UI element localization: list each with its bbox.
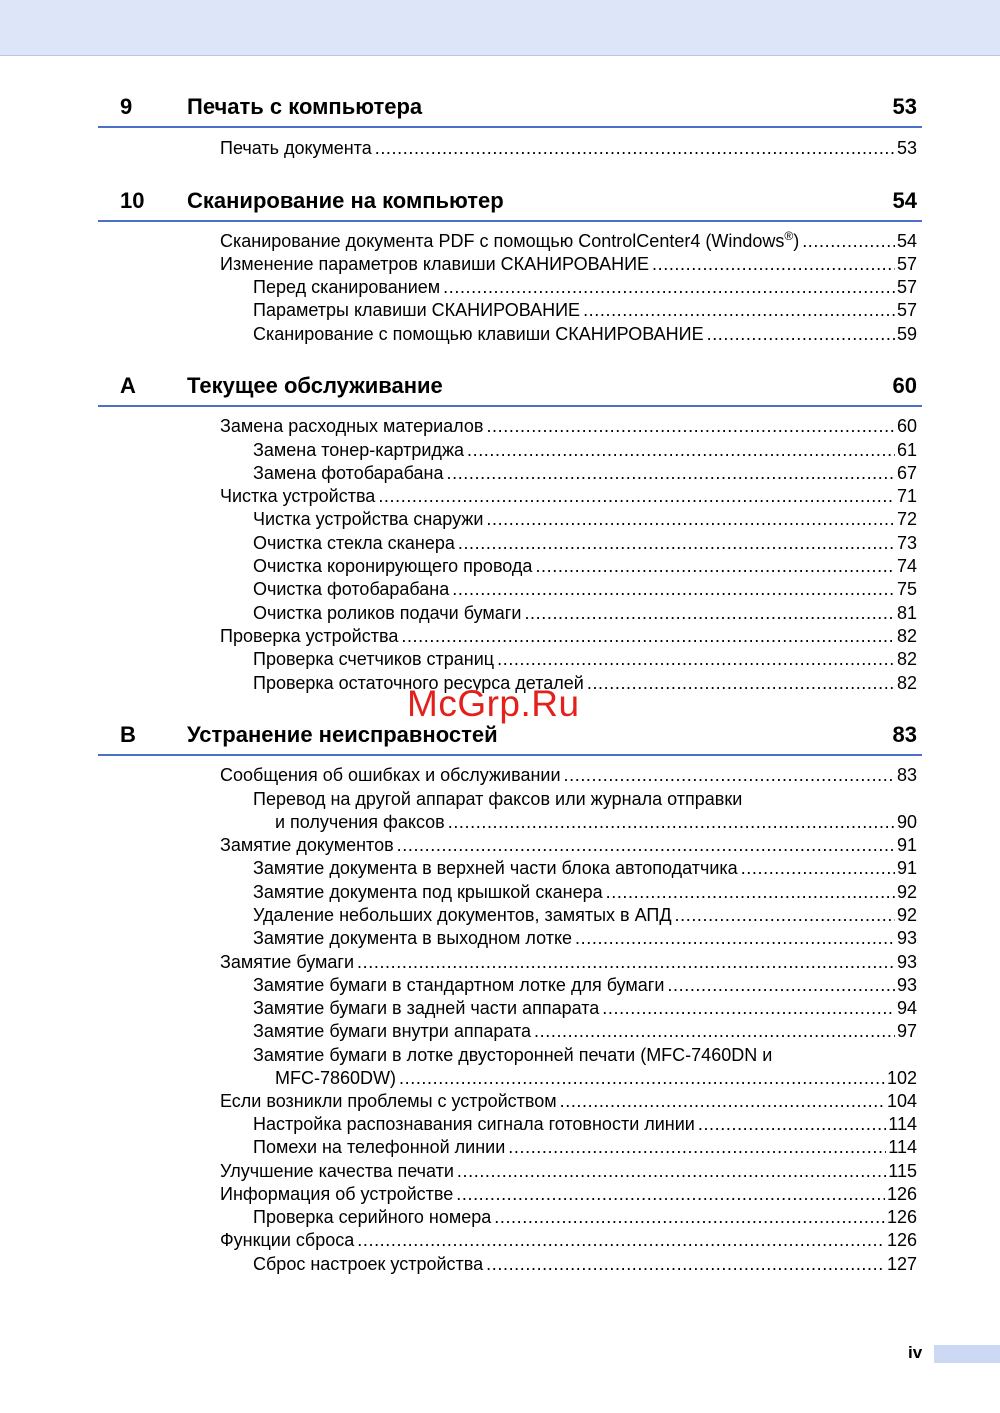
dot-leader <box>452 578 895 601</box>
toc-entry[interactable] <box>220 764 917 787</box>
entry-title: Проверка серийного номера <box>253 1207 492 1227</box>
entry-title: Чистка устройства снаружи <box>253 509 484 529</box>
dot-leader <box>486 508 895 531</box>
toc-entry[interactable] <box>220 834 917 857</box>
dot-leader <box>486 415 895 438</box>
chapter-title: Текущее обслуживание <box>187 373 443 398</box>
dot-leader <box>443 276 895 299</box>
dot-leader <box>802 230 895 253</box>
dot-leader <box>375 137 895 160</box>
toc-subentry[interactable] <box>253 555 917 578</box>
toc-subentry[interactable] <box>253 974 917 997</box>
entry-title: Замятие бумаги внутри аппарата <box>253 1021 532 1041</box>
chapter-page: 54 <box>892 188 917 213</box>
toc-subentry[interactable] <box>253 997 917 1020</box>
watermark-text: McGrp.Ru <box>407 683 580 724</box>
toc-subentry[interactable] <box>253 1136 917 1159</box>
chapter-title: Устранение неисправностей <box>187 722 498 747</box>
entry-title-text: Сканирование документа PDF с помощью ControlCenter4 (Windows <box>220 231 785 251</box>
entry-title: Замятие бумаги <box>220 952 355 972</box>
dot-leader <box>467 439 895 462</box>
entry-title: Функции сброса <box>220 1230 355 1250</box>
entry-page: 67 <box>896 463 917 483</box>
entry-title: Проверка устройства <box>220 626 399 646</box>
entry-page: 126 <box>886 1184 917 1204</box>
chapter-page: 53 <box>892 94 917 119</box>
dot-leader <box>560 1090 885 1113</box>
chapter-number: B <box>120 722 136 747</box>
toc-subentry[interactable] <box>253 1113 917 1136</box>
entry-title: Замятие бумаги в задней части аппарата <box>253 998 600 1018</box>
toc-subentry[interactable] <box>253 881 917 904</box>
entry-page: 114 <box>888 1114 917 1134</box>
chapter-title: Сканирование на компьютер <box>187 188 504 213</box>
entry-page: 92 <box>896 882 917 902</box>
toc-subentry[interactable] <box>253 1020 917 1043</box>
toc-entry[interactable] <box>220 137 917 160</box>
toc-subentry[interactable] <box>253 276 917 299</box>
toc-subentry[interactable] <box>253 857 917 880</box>
dot-leader <box>378 485 895 508</box>
entry-page: 82 <box>896 626 917 646</box>
dot-leader <box>534 1020 895 1043</box>
chapter-heading[interactable] <box>98 86 922 128</box>
toc-entry[interactable] <box>220 1183 917 1206</box>
entry-page: 93 <box>896 952 917 972</box>
chapter-heading[interactable] <box>98 365 922 407</box>
entry-title: Замятие бумаги в стандартном лотке для бумаги <box>253 975 665 995</box>
entry-page: 126 <box>886 1207 917 1227</box>
entry-page: 102 <box>886 1068 917 1088</box>
dot-leader <box>494 1206 885 1229</box>
dot-leader <box>357 951 895 974</box>
entry-title: и получения факсов <box>275 812 445 832</box>
entry-title: MFC-7860DW) <box>275 1068 397 1088</box>
entry-page: 71 <box>896 486 917 506</box>
dot-leader <box>606 881 895 904</box>
toc-entry[interactable] <box>220 1229 917 1252</box>
entry-title: Если возникли проблемы с устройством <box>220 1091 557 1111</box>
entry-title: Замена расходных материалов <box>220 416 484 436</box>
entry-title: Чистка устройства <box>220 486 376 506</box>
entry-page: 57 <box>896 300 917 320</box>
entry-page: 127 <box>886 1254 917 1274</box>
entry-title: Проверка остаточного ресурса деталей <box>253 673 584 693</box>
toc-subentry[interactable] <box>253 578 917 601</box>
entry-title: Помехи на телефонной линии <box>253 1137 506 1157</box>
entry-page: 54 <box>896 231 917 251</box>
entry-page: 93 <box>896 928 917 948</box>
entry-title: Проверка счетчиков страниц <box>253 649 495 669</box>
dot-leader <box>583 299 895 322</box>
entry-page: 92 <box>896 905 917 925</box>
toc-subentry[interactable] <box>253 462 917 485</box>
toc-entry[interactable] <box>220 1090 917 1113</box>
registered-mark: ® <box>784 229 794 243</box>
entry-title: Очистка коронирующего провода <box>253 556 533 576</box>
dot-leader <box>457 1160 886 1183</box>
page-number: iv <box>908 1343 923 1362</box>
entry-page: 97 <box>896 1021 917 1041</box>
dot-leader <box>698 1113 886 1136</box>
entry-title: Печать документа <box>220 138 372 158</box>
dot-leader <box>575 927 895 950</box>
entry-title: Замятие документов <box>220 835 394 855</box>
entry-page: 114 <box>888 1137 917 1157</box>
entry-title: Очистка фотобарабана <box>253 579 450 599</box>
toc-subentry[interactable] <box>253 439 917 462</box>
entry-title: Сканирование с помощью клавиши СКАНИРОВАНИЕ <box>253 324 704 344</box>
toc-subentry[interactable] <box>253 532 917 555</box>
entry-title: Замятие документа в выходном лотке <box>253 928 573 948</box>
toc-entry[interactable] <box>220 951 917 974</box>
entry-title: Изменение параметров клавиши СКАНИРОВАНИЕ <box>220 254 650 274</box>
chapter-number: 10 <box>120 188 145 213</box>
toc-entry[interactable] <box>220 1160 917 1183</box>
dot-leader <box>675 904 895 927</box>
entry-title: Очистка стекла сканера <box>253 533 455 553</box>
toc-subentry-first-line[interactable]: Перевод на другой аппарат факсов или журнала отправки <box>253 789 743 809</box>
dot-leader <box>524 602 895 625</box>
dot-leader <box>741 857 895 880</box>
dot-leader <box>667 974 895 997</box>
entry-title <box>220 230 799 253</box>
entry-page: 60 <box>896 416 917 436</box>
entry-title: Настройка распознавания сигнала готовности линии <box>253 1114 695 1134</box>
entry-page: 94 <box>896 998 917 1018</box>
toc-entry[interactable] <box>220 625 917 648</box>
dot-leader <box>497 648 895 671</box>
entry-title: Замятие документа под крышкой сканера <box>253 882 603 902</box>
dot-leader <box>707 323 895 346</box>
toc-subentry-first-line[interactable]: Замятие бумаги в лотке двусторонней печати (MFC-7460DN и <box>253 1045 773 1065</box>
entry-page: 90 <box>896 812 917 832</box>
chapter-page: 83 <box>892 722 917 747</box>
chapter-number: 9 <box>120 94 133 119</box>
entry-title: Сообщения об ошибках и обслуживании <box>220 765 561 785</box>
entry-title: Улучшение качества печати <box>220 1161 454 1181</box>
entry-page: 57 <box>896 254 917 274</box>
toc-subentry[interactable] <box>253 602 917 625</box>
entry-page: 61 <box>896 440 917 460</box>
toc-subentry[interactable] <box>253 648 917 671</box>
toc-subentry-continuation[interactable] <box>275 1067 917 1090</box>
toc-entry[interactable] <box>220 230 917 253</box>
dot-leader <box>447 462 895 485</box>
entry-page: 82 <box>896 673 917 693</box>
entry-page: 91 <box>896 858 917 878</box>
entry-page: 115 <box>888 1161 917 1181</box>
dot-leader <box>458 532 895 555</box>
dot-leader <box>587 672 895 695</box>
entry-title: Параметры клавиши СКАНИРОВАНИЕ <box>253 300 581 320</box>
entry-page: 57 <box>896 277 917 297</box>
toc-subentry[interactable] <box>253 1206 917 1229</box>
entry-title: Информация об устройстве <box>220 1184 454 1204</box>
entry-page: 91 <box>896 835 917 855</box>
toc-subentry[interactable] <box>253 672 917 695</box>
entry-page: 93 <box>896 975 917 995</box>
chapter-page: 60 <box>892 373 917 398</box>
chapter-number: A <box>120 373 136 398</box>
entry-page: 83 <box>896 765 917 785</box>
toc-subentry[interactable] <box>253 508 917 531</box>
entry-page: 72 <box>896 509 917 529</box>
entry-page: 75 <box>896 579 917 599</box>
entry-title: Очистка роликов подачи бумаги <box>253 603 522 623</box>
toc-subentry[interactable] <box>253 299 917 322</box>
entry-title: Замятие документа в верхней части блока автоподатчика <box>253 858 738 878</box>
dot-leader <box>564 764 895 787</box>
entry-title-tail: ) <box>793 231 800 251</box>
entry-page: 104 <box>886 1091 917 1111</box>
entry-title: Удаление небольших документов, замятых в АПД <box>253 905 672 925</box>
entry-page: 126 <box>886 1230 917 1250</box>
footer-tab <box>934 1345 1000 1363</box>
toc-subentry[interactable] <box>253 927 917 950</box>
header-band <box>0 0 1000 56</box>
toc-entry[interactable] <box>220 253 917 276</box>
dot-leader <box>535 555 895 578</box>
chapter-heading[interactable] <box>98 180 922 222</box>
chapter-title: Печать с компьютера <box>187 94 423 119</box>
dot-leader <box>508 1136 886 1159</box>
dot-leader <box>448 811 895 834</box>
dot-leader <box>397 834 895 857</box>
toc-subentry[interactable] <box>253 904 917 927</box>
entry-title: Сброс настроек устройства <box>253 1254 484 1274</box>
dot-leader <box>456 1183 885 1206</box>
entry-title: Перед сканированием <box>253 277 441 297</box>
entry-page: 73 <box>896 533 917 553</box>
entry-title: Замена тонер-картриджа <box>253 440 464 460</box>
entry-page: 74 <box>896 556 917 576</box>
toc-entry[interactable] <box>220 415 917 438</box>
entry-title: Замена фотобарабана <box>253 463 444 483</box>
entry-page: 53 <box>896 138 917 158</box>
dot-leader <box>401 625 895 648</box>
entry-page: 82 <box>896 649 917 669</box>
dot-leader <box>652 253 895 276</box>
toc-subentry-continuation[interactable] <box>275 811 917 834</box>
entry-page: 81 <box>896 603 917 623</box>
dot-leader <box>486 1253 885 1276</box>
toc-subentry[interactable] <box>253 1253 917 1276</box>
toc-entry[interactable] <box>220 485 917 508</box>
dot-leader <box>357 1229 885 1252</box>
entry-page: 59 <box>896 324 917 344</box>
dot-leader <box>399 1067 885 1090</box>
dot-leader <box>602 997 895 1020</box>
toc-subentry[interactable] <box>253 323 917 346</box>
